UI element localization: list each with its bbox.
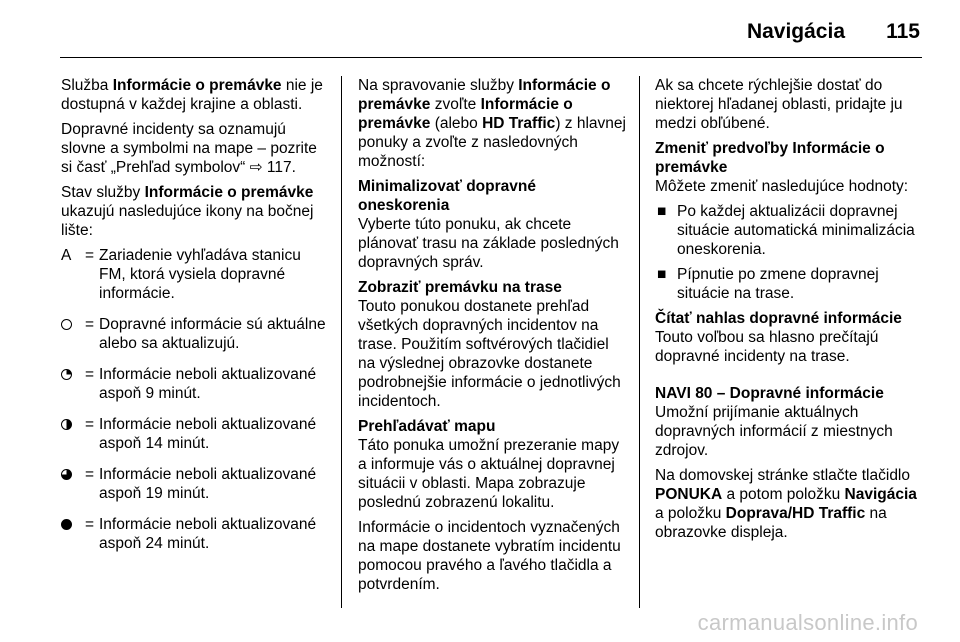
option-title: Minimalizovať dopravné oneskorenia <box>358 178 536 214</box>
option-change-preferences <box>655 139 927 196</box>
list-item: ■ Po každej aktualizácii dopravnej situácie automatická minimalizácia oneskorenia. <box>657 203 915 258</box>
status-desc: Dopravné informácie sú aktuálne alebo sa aktualizujú. <box>99 316 326 352</box>
status-row-24min: = Informácie neboli aktualizované aspoň 24 minút. <box>61 515 331 553</box>
option-show-traffic <box>358 278 628 411</box>
option-text: Touto ponukou dostanete prehľad všetkých dopravných incidentov na trase. Použitím softvérových tlačidiel na výslednej obrazovke dostanete podrobnejšie informácie o jednotlivých incidentoch. <box>358 298 621 410</box>
column-2 <box>358 76 628 600</box>
paragraph-incidents: Dopravné incidenty sa oznamujú slovne a symbolmi na mape – pozrite si časť „Prehľad symbolov“ ⇨ 117. <box>61 121 317 176</box>
option-text: Vyberte túto ponuku, ak chcete plánovať trasu na základe posledných dopravných správ. <box>358 216 619 271</box>
status-key-a: A <box>61 247 72 264</box>
section-heading-navi80: NAVI 80 – Dopravné informácie <box>655 385 884 402</box>
list-item: ■ Pípnutie po zmene dopravnej situácie na trase. <box>657 266 879 302</box>
option-text: Táto ponuka umožní prezeranie mapy a informuje vás o aktuálnej dopravnej situácii v oblasti. Mapa zobrazuje poslednú zobrazenú lokalitu. <box>358 437 620 511</box>
watermark: carmanualsonline.info <box>697 610 918 635</box>
paragraph-availability: Služba Informácie o premávke nie je dostupná v každej krajine a oblasti. <box>61 77 323 113</box>
column-1 <box>61 76 331 565</box>
option-title: Zobraziť premávku na trase <box>358 279 562 296</box>
status-desc: Informácie neboli aktualizované aspoň 9 minút. <box>99 366 317 402</box>
paragraph-instructions: Na domovskej stránke stlačte tlačidlo PONUKA a potom položku Navigácia a položku Doprava/HD Traffic na obrazovke displeja. <box>655 467 917 541</box>
option-browse-map <box>358 417 628 512</box>
bullet-square-icon: ■ <box>657 203 667 220</box>
paragraph-incident-info: Informácie o incidentoch vyznačených na mape dostanete vybratím incidentu pomocou pravého a ľavého tlačidla a potvrdením. <box>358 519 621 593</box>
circle-empty-icon <box>61 319 72 330</box>
option-text: Touto voľbou sa hlasno prečítajú dopravné incidenty na trase. <box>655 329 879 365</box>
paragraph-status: Stav služby Informácie o premávke ukazujú nasledujúce ikony na bočnej lište: <box>61 184 314 239</box>
status-desc: Informácie neboli aktualizované aspoň 14 minút. <box>99 416 317 452</box>
paragraph-favorites: Ak sa chcete rýchlejšie dostať do niektorej hľadanej oblasti, pridajte ju medzi obľúbené. <box>655 77 903 132</box>
header-divider <box>60 57 922 58</box>
option-text: Môžete zmeniť nasledujúce hodnoty: <box>655 178 909 195</box>
option-title: Prehľadávať mapu <box>358 418 496 435</box>
status-row-14min: = Informácie neboli aktualizované aspoň 14 minút. <box>61 415 331 453</box>
status-row-19min: = Informácie neboli aktualizované aspoň 19 minút. <box>61 465 331 503</box>
status-row-current: = Dopravné informácie sú aktuálne alebo sa aktualizujú. <box>61 315 331 353</box>
circle-half-icon <box>61 419 72 430</box>
page-header <box>0 18 960 46</box>
status-row-9min: = Informácie neboli aktualizované aspoň 9 minút. <box>61 365 331 403</box>
paragraph-local-sources: Umožní prijímanie aktuálnych dopravných informácií z miestnych zdrojov. <box>655 404 893 459</box>
option-title: Čítať nahlas dopravné informácie <box>655 310 902 327</box>
column-divider-1 <box>341 76 342 608</box>
status-desc: Zariadenie vyhľadáva stanicu FM, ktorá vysiela dopravné informácie. <box>99 247 301 302</box>
circle-full-icon <box>61 519 72 530</box>
option-read-aloud <box>655 309 927 366</box>
section-title: Navigácia <box>746 20 845 43</box>
option-title: Zmeniť predvoľby Informácie o premávke <box>655 140 885 176</box>
page-number: 115 <box>886 20 920 43</box>
status-desc: Informácie neboli aktualizované aspoň 24 minút. <box>99 516 317 552</box>
column-3 <box>655 76 927 548</box>
paragraph-intro: Na spravovanie služby Informácie o premávke zvoľte Informácie o premávke (alebo HD Traffic) z hlavnej ponuky a zvoľte z nasledovných možností: <box>358 77 626 170</box>
bullet-square-icon: ■ <box>657 266 667 283</box>
column-divider-2 <box>639 76 640 608</box>
status-desc: Informácie neboli aktualizované aspoň 19 minút. <box>99 466 317 502</box>
circle-three-quarter-icon <box>61 469 72 480</box>
circle-quarter-icon <box>61 369 72 380</box>
status-row-searching: A = Zariadenie vyhľadáva stanicu FM, ktorá vysiela dopravné informácie. <box>61 246 331 303</box>
option-minimize-delays <box>358 177 628 272</box>
